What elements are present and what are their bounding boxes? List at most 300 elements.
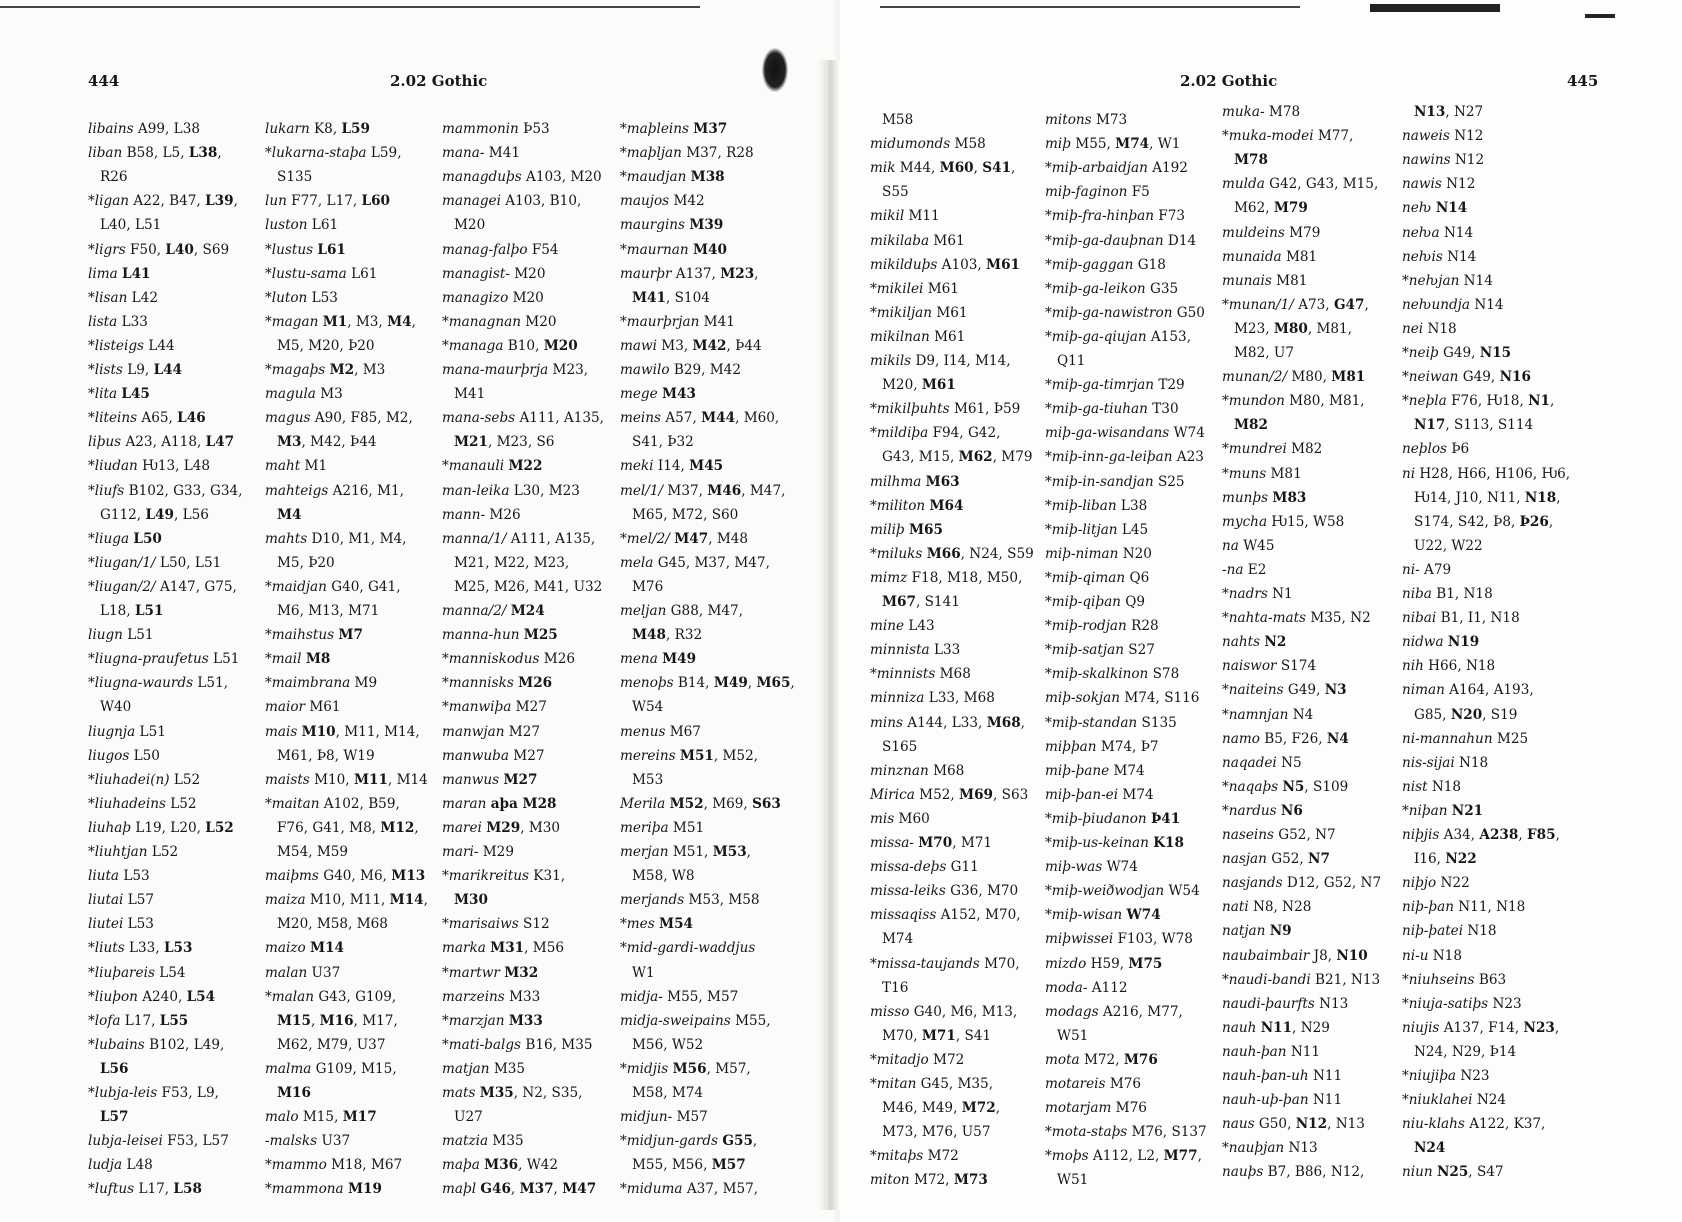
- entry-headword: miþ-was: [1045, 859, 1103, 876]
- index-entry: [1402, 972, 1506, 988]
- entry-headword: ni-u: [1402, 947, 1429, 964]
- entry-references: M15, M16, M17,: [277, 1012, 398, 1029]
- entry-references: L52: [169, 771, 201, 788]
- entry-references: A152, M70,: [936, 907, 1021, 924]
- entry-references: M29, M30: [486, 819, 561, 836]
- entry-headword: naiswor: [1222, 658, 1277, 675]
- entry-references: A147, G75,: [155, 578, 237, 595]
- index-entry: [442, 193, 581, 209]
- bold-reference: M17: [342, 1109, 377, 1126]
- bold-reference: M10: [301, 723, 336, 740]
- entry-references: [514, 675, 552, 691]
- entry-references: G43, G109,: [314, 988, 397, 1005]
- entry-headword: mereins: [620, 747, 676, 764]
- entry-headword: -malsks: [265, 1133, 318, 1150]
- entry-references: [658, 651, 696, 667]
- entry-headword: munaida: [1222, 248, 1282, 265]
- index-entry: [1045, 618, 1159, 634]
- entry-references: R26: [100, 169, 128, 186]
- entry-headword: manna-hun: [442, 627, 520, 644]
- entry-references: G43, M15, M62, M79: [882, 449, 1033, 466]
- entry-references: M35, N2: [1306, 610, 1371, 627]
- index-entry: [1045, 233, 1196, 249]
- entry-headword: niþjo: [1402, 875, 1437, 892]
- entry-references: M35: [489, 1060, 526, 1077]
- index-entry: [88, 868, 150, 884]
- entry-references: A37, M57,: [682, 1181, 759, 1198]
- entry-headword: lista: [88, 313, 118, 330]
- index-entry: [1402, 345, 1511, 361]
- entry-headword: maþa: [442, 1157, 480, 1174]
- entry-references: A23: [1172, 449, 1204, 466]
- index-entry: [1045, 281, 1178, 297]
- entry-references: M54, M59: [277, 844, 349, 860]
- entry-references: A65, L46: [137, 410, 206, 427]
- entry-headword: midjun-: [620, 1109, 673, 1126]
- entry-references: B10, M20: [503, 337, 578, 354]
- bold-reference: L52: [205, 819, 234, 836]
- entry-headword: *miþ-gaggan: [1045, 256, 1134, 273]
- entry-references: S27: [1123, 642, 1155, 659]
- entry-headword: midja-sweipains: [620, 1012, 731, 1029]
- entry-references: L57: [123, 892, 155, 909]
- index-entry: [620, 748, 758, 764]
- index-entry: [870, 835, 992, 851]
- entry-references: M72: [923, 1148, 959, 1165]
- entry-headword: *liuhtjan: [88, 844, 148, 860]
- index-entry: [620, 1133, 757, 1149]
- bold-reference: M7: [338, 627, 363, 644]
- index-entry: [1222, 923, 1292, 939]
- index-entry: [442, 314, 557, 330]
- entry-headword: maujos: [620, 193, 670, 210]
- bold-reference: M72: [961, 1100, 996, 1117]
- index-entry: [1045, 787, 1154, 803]
- entry-headword: manag-falþo: [442, 241, 528, 258]
- index-entry: [442, 483, 580, 499]
- bold-reference: M49: [713, 675, 748, 692]
- bold-reference: M46: [707, 482, 742, 499]
- entry-references: S55: [882, 184, 909, 201]
- bold-reference: M8: [305, 651, 331, 668]
- bold-reference: F85: [1527, 827, 1556, 843]
- index-entry: [88, 940, 192, 956]
- entry-headword: meki: [620, 458, 654, 475]
- entry-headword: *niuhseins: [1402, 971, 1475, 988]
- entry-references: N14: [1459, 272, 1493, 289]
- bold-reference: M19: [347, 1181, 382, 1198]
- entry-headword: *naiteins: [1222, 682, 1284, 699]
- entry-references: G55,: [722, 1133, 758, 1150]
- entry-references: N4: [1288, 706, 1314, 723]
- bold-reference: N22: [1445, 851, 1477, 868]
- entry-headword: mulda: [1222, 176, 1265, 193]
- entry-headword: miþ-ga-wisandans: [1045, 425, 1170, 442]
- entry-references: I16, N22: [1414, 851, 1477, 868]
- entry-headword: menoþs: [620, 675, 674, 692]
- index-continuation-line: [632, 507, 738, 523]
- bold-reference: M35: [479, 1085, 514, 1101]
- index-entry: [265, 1061, 397, 1077]
- entry-headword: *miþ-satjan: [1045, 642, 1124, 659]
- index-entry: [1402, 755, 1488, 771]
- entry-references: L40, L51: [100, 217, 162, 234]
- index-entry: [1402, 1020, 1559, 1036]
- bold-reference: M67: [882, 594, 916, 610]
- index-entry: [1402, 297, 1504, 313]
- index-continuation-line: [1414, 490, 1561, 506]
- index-entry: [1222, 128, 1353, 144]
- entry-headword: *liugna-waurds: [88, 675, 194, 692]
- index-entry: [1402, 466, 1570, 482]
- index-entry: [620, 386, 696, 402]
- entry-references: M20: [509, 265, 546, 282]
- entry-references: G45, M35,: [916, 1076, 994, 1092]
- entry-references: N25, S47: [1436, 1164, 1504, 1181]
- entry-headword: *maidjan: [265, 578, 327, 595]
- entry-references: L50, L51: [155, 554, 222, 571]
- entry-headword: *lustu-sama: [265, 265, 347, 282]
- index-entry: [442, 603, 545, 619]
- index-entry: [1222, 273, 1307, 289]
- entry-references: B21, N13: [1310, 971, 1381, 988]
- entry-headword: merjands: [620, 892, 685, 909]
- index-entry: [265, 386, 343, 402]
- bold-reference: aþa M28: [490, 795, 557, 812]
- entry-headword: mikilaba: [870, 232, 930, 249]
- entry-headword: mikils: [870, 353, 912, 369]
- index-continuation-line: [100, 699, 131, 715]
- entry-headword: ni: [1402, 465, 1416, 482]
- entry-references: A103, M20: [521, 169, 602, 186]
- index-entry: [620, 1061, 751, 1077]
- entry-references: L43: [904, 618, 935, 635]
- entry-references: [302, 651, 331, 667]
- entry-references: L61: [346, 265, 378, 282]
- entry-references: [313, 242, 346, 258]
- entry-references: L59,: [366, 145, 402, 162]
- index-continuation-line: [632, 1085, 703, 1101]
- index-entry: [870, 425, 1000, 441]
- bold-reference: M20: [543, 337, 578, 354]
- index-entry: [1222, 899, 1311, 915]
- index-entry: [88, 242, 229, 258]
- entry-references: [334, 627, 363, 643]
- index-entry: [870, 811, 930, 827]
- entry-headword: marzeins: [442, 988, 505, 1005]
- index-entry: [265, 651, 330, 667]
- index-entry: [870, 546, 1034, 562]
- bold-reference: N12: [1295, 1116, 1328, 1133]
- entry-references: L33, M68: [924, 690, 995, 707]
- index-entry: [265, 266, 377, 282]
- entry-headword: *managnan: [442, 313, 521, 330]
- entry-headword: motarjam: [1045, 1100, 1112, 1117]
- entry-references: N11: [1308, 1092, 1343, 1109]
- index-entry: [620, 675, 795, 691]
- index-entry: [88, 1013, 188, 1029]
- entry-headword: naus: [1222, 1116, 1255, 1133]
- index-continuation-line: [277, 844, 348, 860]
- index-entry: [265, 121, 370, 137]
- index-entry: [265, 362, 385, 378]
- entry-headword: *lustus: [265, 241, 314, 258]
- entry-headword: *liugna-praufetus: [88, 651, 209, 668]
- entry-headword: miþþan: [1045, 738, 1097, 755]
- entry-headword: naqadei: [1222, 754, 1277, 771]
- entry-headword: *marzjan: [442, 1012, 505, 1029]
- entry-headword: mammonin: [442, 121, 519, 137]
- index-entry: [88, 483, 242, 499]
- entry-headword: *miþ-arbaidjan: [1045, 160, 1148, 177]
- index-entry: [1402, 779, 1461, 795]
- index-entry: [870, 1052, 964, 1068]
- entry-headword: *magan: [265, 313, 319, 330]
- index-entry: [620, 651, 696, 667]
- index-entry: [1222, 972, 1380, 988]
- entry-references: L53: [119, 868, 150, 885]
- entry-headword: niu-klahs: [1402, 1116, 1465, 1133]
- entry-headword: *mikiljan: [870, 304, 933, 321]
- bold-reference: L54: [186, 988, 216, 1005]
- index-entry: [88, 386, 150, 402]
- entry-references: M33: [504, 988, 541, 1005]
- entry-references: M72: [928, 1051, 965, 1068]
- bold-reference: N13: [1414, 104, 1446, 120]
- entry-headword: *neiwan: [1402, 369, 1459, 386]
- index-entry: [1402, 1116, 1545, 1132]
- bold-reference: M14: [389, 892, 424, 909]
- entry-headword: *luftus: [88, 1181, 135, 1198]
- index-entry: [870, 498, 963, 514]
- entry-references: A90, F85, M2,: [310, 410, 413, 427]
- bold-reference: M70: [918, 835, 953, 851]
- index-entry: [1402, 1164, 1504, 1180]
- entry-references: A144, L33, M68,: [902, 714, 1025, 731]
- entry-headword: *miþ-us-keinan: [1045, 835, 1149, 851]
- index-entry: [1045, 666, 1179, 682]
- bold-reference: N6: [1280, 802, 1303, 819]
- entry-references: I14, M45: [653, 458, 724, 475]
- entry-headword: maists: [265, 771, 310, 788]
- entry-references: W51: [1057, 1172, 1089, 1189]
- index-entry: [620, 314, 735, 330]
- entry-headword: *magaþs: [265, 362, 326, 378]
- entry-headword: *muns: [1222, 465, 1267, 482]
- index-continuation-line: [454, 579, 602, 595]
- entry-references: N11, N29: [1260, 1019, 1330, 1036]
- bold-reference: N21: [1451, 802, 1484, 819]
- entry-references: B63: [1474, 971, 1507, 988]
- index-entry: [88, 1085, 219, 1101]
- entry-headword: nauh-þan-uh: [1222, 1068, 1309, 1084]
- index-continuation-line: [1414, 1140, 1445, 1156]
- bold-reference: M75: [1128, 955, 1163, 972]
- bold-reference: M73: [953, 1172, 988, 1189]
- index-entry: [442, 458, 542, 474]
- entry-references: M46, M49, M72,: [882, 1100, 1001, 1117]
- right-running-head: 2.02 Gothic: [1180, 72, 1278, 90]
- entry-headword: *maitan: [265, 795, 320, 812]
- bold-reference: M52: [669, 795, 704, 812]
- entry-references: M72, M73: [909, 1172, 988, 1189]
- index-entry: [620, 145, 754, 161]
- entry-references: F73: [1153, 208, 1186, 225]
- entry-headword: miþ-þane: [1045, 762, 1110, 779]
- entry-references: [1447, 803, 1483, 819]
- entry-references: N13: [1284, 1140, 1318, 1157]
- bold-reference: M71: [921, 1027, 956, 1044]
- index-continuation-line: [277, 338, 375, 354]
- index-continuation-line: [632, 699, 663, 715]
- index-continuation-line: [882, 739, 917, 755]
- left-running-head: 2.02 Gothic: [390, 72, 488, 90]
- index-entry: [870, 1076, 993, 1092]
- index-continuation-line: [1414, 538, 1483, 554]
- bold-reference: N18: [1524, 489, 1557, 506]
- left-page-number: 444: [88, 72, 120, 90]
- index-entry: [870, 281, 959, 297]
- entry-references: M41: [484, 145, 520, 162]
- bold-reference: N15: [1479, 345, 1512, 361]
- entry-headword: *mammo: [265, 1157, 327, 1174]
- entry-headword: mikil: [870, 208, 905, 225]
- entry-headword: miþ-niman: [1045, 545, 1119, 562]
- entry-headword: *lukarna-staþa: [265, 145, 367, 162]
- bold-reference: M21: [454, 434, 488, 451]
- index-continuation-line: [1234, 321, 1352, 337]
- bold-reference: M57: [711, 1157, 746, 1174]
- index-entry: [870, 907, 1021, 923]
- entry-references: G112, L49, L56: [100, 506, 209, 523]
- entry-references: N18: [1454, 754, 1489, 771]
- index-entry: [1402, 1068, 1490, 1084]
- entry-headword: naseins: [1222, 827, 1274, 843]
- entry-references: G11: [946, 859, 979, 876]
- index-entry: [1045, 811, 1180, 827]
- entry-headword: nih: [1402, 658, 1424, 675]
- index-entry: [442, 121, 550, 137]
- index-entry: [870, 401, 1020, 417]
- entry-headword: missa-deþs: [870, 859, 947, 876]
- entry-headword: *miduma: [620, 1181, 683, 1198]
- entry-references: F53, L9,: [157, 1085, 219, 1101]
- entry-headword: *miluks: [870, 545, 923, 562]
- entry-references: [1122, 907, 1161, 923]
- index-entry: [1402, 827, 1560, 843]
- entry-headword: nawis: [1402, 176, 1442, 193]
- bold-reference: M77: [1163, 1148, 1198, 1165]
- index-continuation-line: [277, 507, 302, 523]
- bold-reference: M80: [1273, 320, 1308, 337]
- entry-headword: milhma: [870, 473, 922, 490]
- entry-headword: motareis: [1045, 1076, 1106, 1092]
- index-continuation-line: [632, 627, 702, 643]
- entry-references: M76: [1105, 1076, 1142, 1092]
- bold-reference: M1: [322, 313, 348, 330]
- index-entry: [1402, 996, 1522, 1012]
- index-entry: [1045, 546, 1152, 562]
- entry-references: H28, H66, H106, Ƕ6,: [1415, 465, 1571, 482]
- entry-headword: *mammona: [265, 1181, 344, 1198]
- index-entry: [1045, 184, 1150, 200]
- entry-references: B1, I1, N18: [1436, 610, 1520, 627]
- entry-headword: midja-: [620, 988, 663, 1005]
- entry-references: M65, M72, S60: [632, 506, 739, 523]
- index-continuation-line: [454, 555, 569, 571]
- index-entry: [88, 434, 234, 450]
- entry-references: G52, N7: [1266, 851, 1330, 868]
- entry-headword: mimz: [870, 569, 908, 586]
- index-entry: [870, 715, 1025, 731]
- bold-reference: M37: [519, 1181, 554, 1198]
- entry-references: G40, G41,: [326, 578, 401, 595]
- entry-references: N18: [1428, 947, 1462, 964]
- entry-references: M52, M69, S63: [914, 786, 1029, 803]
- index-entry: [870, 666, 971, 682]
- index-entry: [1045, 498, 1147, 514]
- entry-headword: *mundrei: [1222, 441, 1287, 458]
- index-entry: [265, 217, 338, 233]
- index-continuation-line: [1414, 707, 1517, 723]
- entry-references: G36, M70: [945, 883, 1019, 900]
- index-entry: [870, 859, 979, 875]
- entry-headword: nati: [1222, 899, 1249, 916]
- index-continuation-line: [632, 290, 710, 306]
- entry-headword: ludja: [88, 1157, 123, 1174]
- entry-headword: miþwissei: [1045, 931, 1114, 948]
- entry-references: K31,: [528, 868, 566, 885]
- index-entry: [1045, 522, 1148, 538]
- entry-references: M10, M11, M14,: [305, 892, 428, 909]
- index-entry: [870, 353, 1011, 369]
- index-entry: [442, 772, 537, 788]
- entry-headword: mann-: [442, 506, 486, 523]
- entry-headword: mawilo: [620, 362, 670, 378]
- index-entry: [1402, 634, 1479, 650]
- index-entry: [442, 627, 558, 643]
- entry-references: [499, 772, 537, 788]
- entry-references: [118, 266, 151, 282]
- bold-reference: M32: [504, 964, 539, 981]
- entry-references: N20: [1118, 545, 1152, 562]
- index-entry: [1222, 104, 1300, 120]
- entry-references: D14: [1163, 232, 1197, 249]
- entry-references: [344, 1181, 382, 1197]
- entry-references: M68: [935, 666, 971, 683]
- entry-references: [689, 242, 727, 258]
- bold-reference: L57: [100, 1109, 129, 1126]
- index-entry: [1402, 610, 1520, 626]
- index-entry: [88, 193, 238, 209]
- entry-references: B5, F26, N4: [1259, 730, 1349, 747]
- entry-references: N23: [1456, 1068, 1490, 1084]
- entry-headword: mikilnan: [870, 328, 930, 345]
- entry-references: A153,: [1146, 328, 1192, 345]
- index-entry: [1402, 803, 1483, 819]
- entry-references: L33, L53: [124, 940, 193, 957]
- entry-references: Q11: [1057, 353, 1086, 369]
- entry-references: Q9: [1120, 594, 1146, 610]
- entry-references: Þ6: [1447, 441, 1470, 458]
- index-continuation-line: [277, 916, 388, 932]
- entry-references: A57, M44, M60,: [661, 410, 780, 427]
- entry-references: M20: [520, 313, 557, 330]
- entry-references: R28: [1126, 618, 1159, 635]
- index-entry: [1402, 875, 1470, 891]
- index-entry: [870, 208, 940, 224]
- entry-headword: maizo: [265, 940, 306, 957]
